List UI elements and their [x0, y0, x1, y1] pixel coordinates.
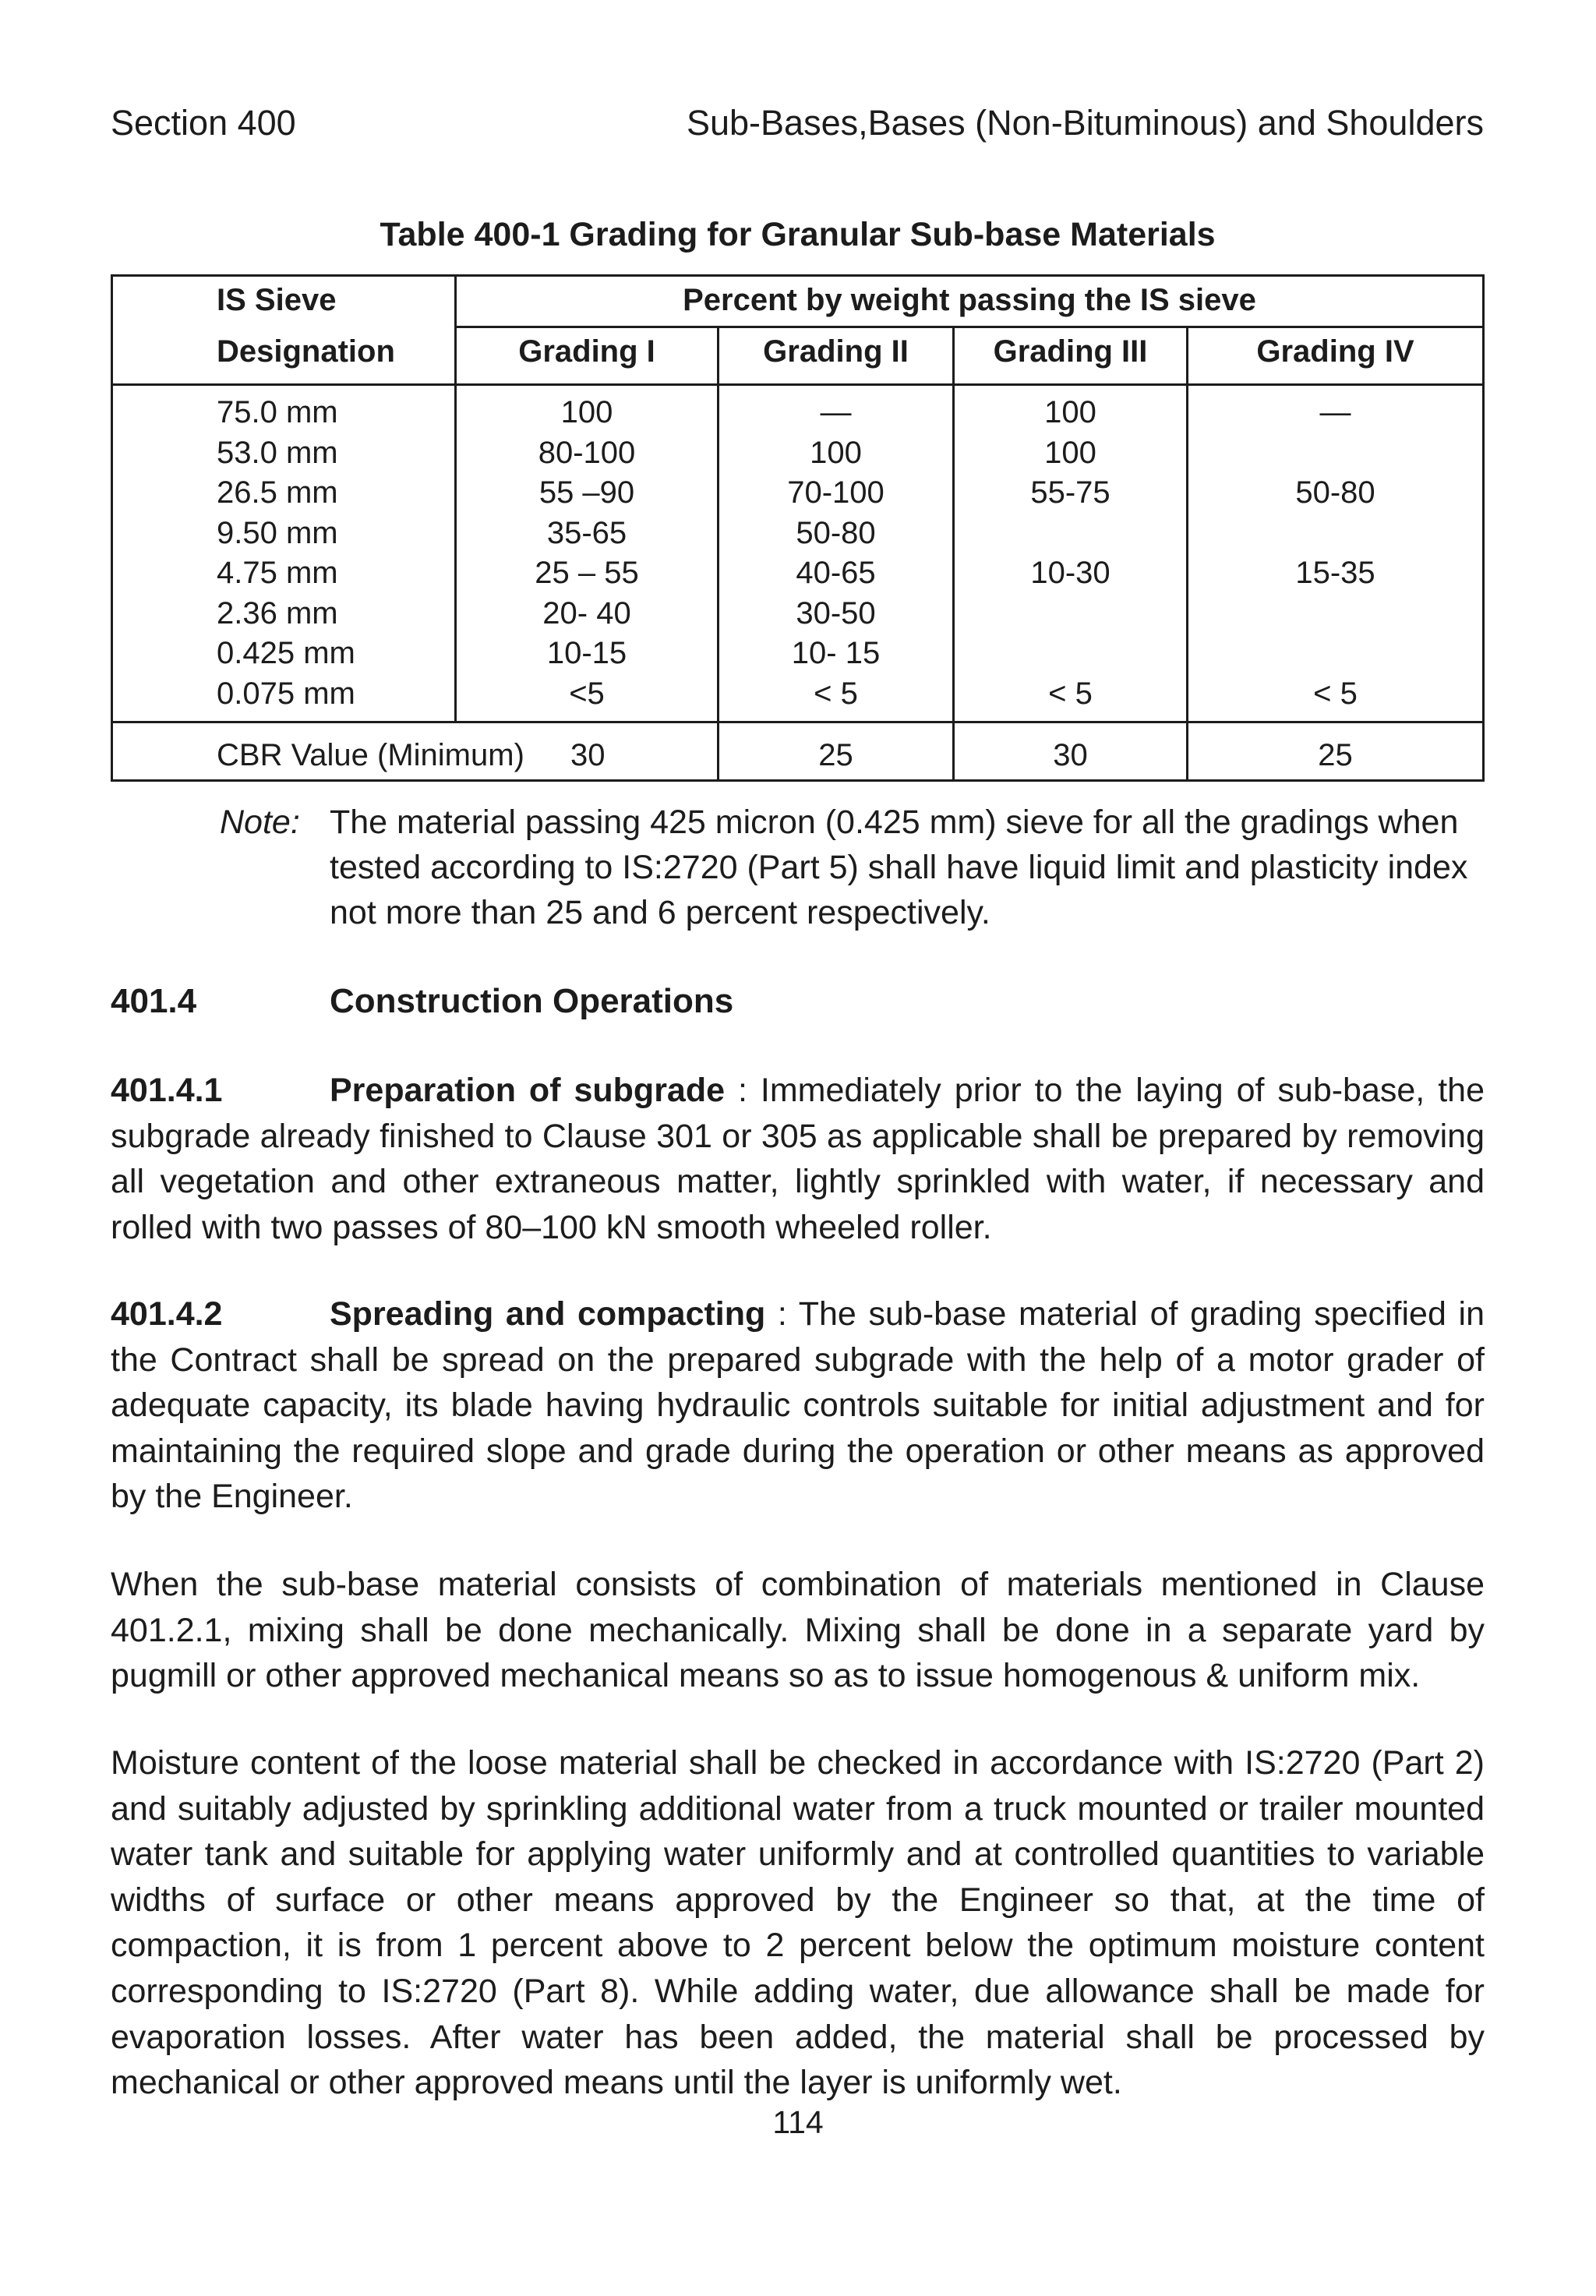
- cbr-grading-3: 30: [1053, 738, 1088, 772]
- section-number: 401.4: [111, 982, 197, 1020]
- table-cell-g3: 100: [1044, 395, 1096, 429]
- table-cell-g2: 30-50: [796, 595, 876, 631]
- table-cell-g3: 55-75: [1030, 475, 1110, 510]
- col-header-designation: Designation: [217, 334, 395, 369]
- table-cell-g3: < 5: [1048, 676, 1093, 711]
- col-header-grading-2: Grading II: [763, 334, 909, 369]
- chapter-title: Sub-Bases,Bases (Non-Bituminous) and Shoulders: [686, 103, 1484, 143]
- cbr-grading-1: 30: [570, 738, 606, 772]
- table-cell-g2: 40-65: [796, 556, 876, 590]
- table-border-top: [111, 274, 1485, 277]
- table-cell-sieve: 9.50 mm: [217, 515, 338, 550]
- table-cell-g1: 35-65: [546, 515, 627, 550]
- note-line-2: tested according to IS:2720 (Part 5) shall have liquid limit and plasticity index: [330, 849, 1468, 886]
- section-label: Section 400: [111, 103, 296, 143]
- table-title: Table 400-1 Grading for Granular Sub-base Materials: [380, 216, 1216, 253]
- page-number: 114: [772, 2104, 824, 2140]
- group-header: Percent by weight passing the IS sieve: [683, 283, 1256, 317]
- table-cell-g4: 15-35: [1295, 556, 1375, 590]
- table-cell-g1: 80-100: [538, 435, 636, 470]
- header-bottom-line: [111, 383, 1485, 386]
- table-cell-g4: < 5: [1313, 676, 1358, 711]
- cbr-grading-4: 25: [1318, 738, 1353, 772]
- table-cell-g2: 50-80: [796, 515, 876, 550]
- table-cell-sieve: 0.425 mm: [217, 636, 355, 670]
- clause-401-4-1: [111, 1068, 1485, 1250]
- grading-table: [111, 274, 1485, 782]
- paragraph-mixing: When the sub-base material consists of combination of materials mentioned in Clause 401.2.1, mixing shall be done mechanically. Mixing shall be done in a separate yard by pugmill or other approved mechanical means so as to issue homogenous & uniform mix.: [111, 1566, 1485, 1695]
- table-body: [111, 394, 1485, 719]
- table-cell-g1: <5: [569, 676, 605, 711]
- cbr-label: CBR Value (Minimum): [217, 738, 524, 772]
- table-cell-g1: 20- 40: [542, 595, 631, 631]
- table-cell-g2: < 5: [814, 676, 858, 711]
- table-cell-g2: —: [820, 395, 852, 429]
- table-cell-g1: 10-15: [546, 636, 627, 670]
- table-cell-g2: 70-100: [787, 475, 885, 510]
- table-cell-g3: 100: [1044, 435, 1096, 470]
- col-header-grading-3: Grading III: [993, 334, 1148, 369]
- clause-number: 401.4.2: [111, 1295, 223, 1333]
- note-line-3: not more than 25 and 6 percent respectively.: [330, 894, 990, 931]
- header-divider: [454, 326, 1485, 328]
- table-cell-g1: 25 – 55: [535, 556, 639, 590]
- table-cell-sieve: 0.075 mm: [217, 676, 355, 711]
- table-cell-g4: 50-80: [1295, 475, 1375, 510]
- table-cell-g2: 100: [810, 435, 862, 470]
- table-cell-sieve: 53.0 mm: [217, 435, 338, 470]
- section-title: Construction Operations: [330, 982, 734, 1020]
- cbr-top-line: [111, 721, 1485, 723]
- clause-text: : The sub-base material of grading specified in the Contract shall be spread on the prepared subgrade with the help of a motor grader of adequate capacity, its blade having hydraulic controls suitable for initial adjustment and for maintaining the required slope and grade during the operation or other means as approved by the Engineer.: [111, 1295, 1485, 1516]
- table-cell-sieve: 2.36 mm: [217, 595, 338, 631]
- clause-401-4-2: [111, 1291, 1485, 1520]
- table-border-bottom: [111, 779, 1485, 782]
- table-cell-g1: 55 –90: [538, 475, 635, 510]
- col-header-grading-1: Grading I: [518, 334, 655, 369]
- clause-title: Spreading and compacting: [330, 1295, 766, 1333]
- col-header-grading-4: Grading IV: [1256, 334, 1414, 369]
- clause-title: Preparation of subgrade: [330, 1072, 726, 1109]
- cbr-grading-2: 25: [818, 738, 853, 772]
- table-cell-g1: 100: [560, 395, 613, 429]
- table-cell-g3: 10-30: [1030, 556, 1110, 590]
- clause-number: 401.4.1: [111, 1072, 223, 1109]
- note-line-1: The material passing 425 micron (0.425 mm) sieve for all the gradings when: [330, 804, 1459, 841]
- table-cell-g4: —: [1319, 395, 1351, 429]
- clause-text: : Immediately prior to the laying of sub-base, the subgrade already finished to Clause 301 or 305 as applicable shall be prepared by removing all vegetation and other extraneous matter, lightly sprinkled with water, if necessary and rolled with two passes of 80–100 kN smooth wheeled roller.: [111, 1072, 1485, 1246]
- table-cell-sieve: 75.0 mm: [217, 395, 338, 429]
- table-cell-sieve: 26.5 mm: [217, 475, 338, 510]
- note-label: Note:: [220, 804, 300, 841]
- paragraph-moisture: Moisture content of the loose material shall be checked in accordance with IS:2720 (Part 2) and suitably adjusted by sprinkling additional water from a truck mounted or trailer mounted water tank and suitable for applying water uniformly and at controlled quantities to variable widths of surface or other means approved by the Engineer so that, at the time of compaction, it is from 1 percent above to 2 percent below the optimum moisture content corresponding to IS:2720 (Part 8). While adding water, due allowance shall be made for evaporation losses. After water has been added, the material shall be processed by mechanical or other approved means until the layer is uniformly wet.: [111, 1744, 1485, 2102]
- col-header-sieve: IS Sieve: [217, 283, 337, 317]
- table-cell-g2: 10- 15: [791, 636, 881, 670]
- table-cell-sieve: 4.75 mm: [217, 556, 338, 590]
